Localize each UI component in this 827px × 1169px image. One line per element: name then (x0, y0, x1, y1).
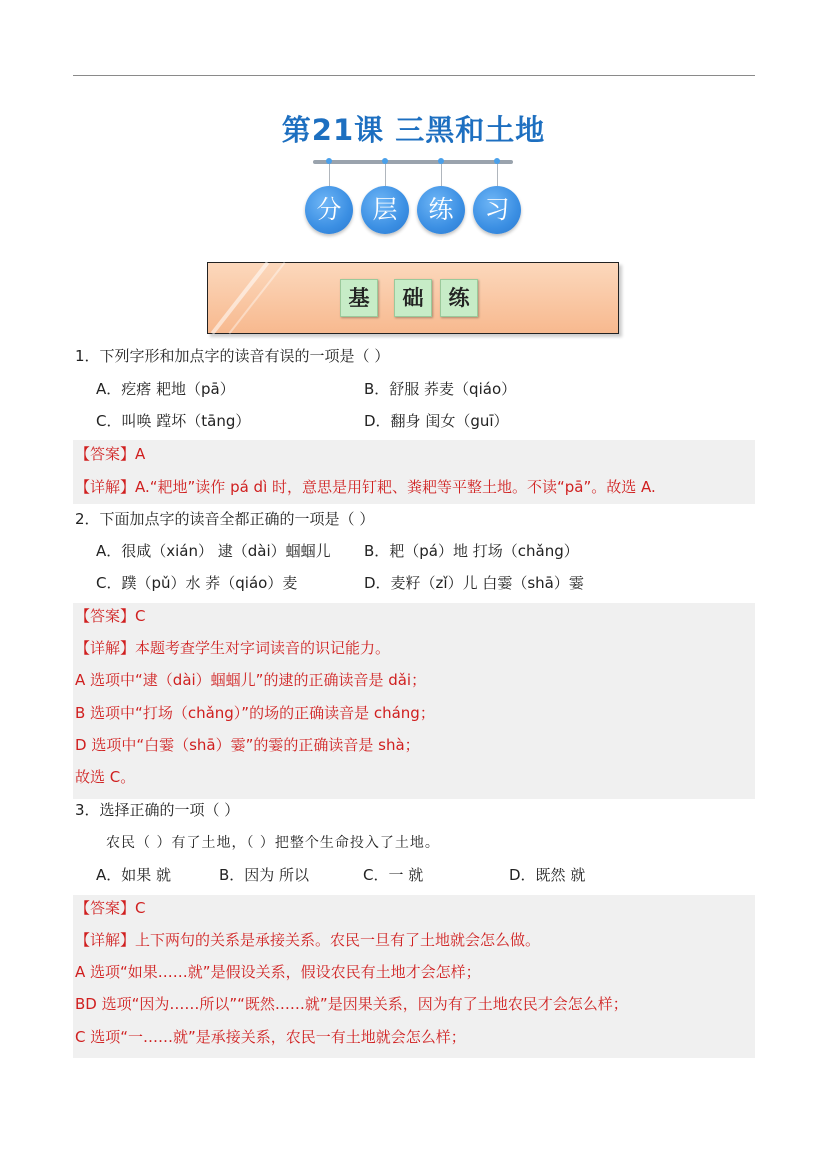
question-option: A．如果 就 (96, 866, 172, 884)
question-option: D．翻身 闺女（guī） (364, 412, 509, 430)
explanation-line: 【详解】A.“耙地”读作 pá dì 时，意思是用钉耙、粪耙等平整土地。不读“pā”。故选 A. (75, 478, 656, 496)
section-char: 练 (440, 279, 478, 317)
connector-stem (385, 164, 386, 186)
subtitle-char-circle: 分 (305, 186, 353, 234)
explanation-line: 【详解】本题考查学生对字词读音的识记能力。 (75, 639, 391, 657)
question-option: A．很咸（xián） 逮（dài）蝈蝈儿 (96, 542, 331, 560)
question-option: C．叫唤 蹚坏（tāng） (96, 412, 251, 430)
explanation-line: 【详解】上下两句的关系是承接关系。农民一旦有了土地就会怎么做。 (75, 931, 541, 949)
explanation-line: A 选项“如果……就”是假设关系，假设农民有土地才会怎样； (75, 963, 481, 981)
explanation-line: 故选 C。 (75, 768, 136, 786)
connector-stem (329, 164, 330, 186)
subtitle-char-circle: 练 (417, 186, 465, 234)
explanation-line: D 选项中“白霎（shā）霎”的霎的正确读音是 shà； (75, 736, 420, 754)
subtitle-char-circle: 习 (473, 186, 521, 234)
lesson-title: 第21课 三黑和土地 (281, 113, 546, 147)
section-char: 基 (340, 279, 378, 317)
question-option: B．耙（pá）地 打场（chǎng） (364, 542, 579, 560)
question-stem: 2．下面加点字的读音全都正确的一项是（ ） (75, 510, 375, 528)
question-sentence: 农民（ ）有了土地，（ ）把整个生命投入了土地。 (106, 835, 440, 851)
question-option: C．蹼（pǔ）水 荞（qiáo）麦 (96, 574, 298, 592)
question-option: D．既然 就 (509, 866, 586, 884)
question-option: C．一 就 (363, 866, 424, 884)
explanation-line: BD 选项“因为……所以”“既然……就”是因果关系，因为有了土地农民才会怎么样； (75, 995, 628, 1013)
title-underline-bar (313, 160, 513, 164)
question-option: D．麦籽（zǐ）儿 白霎（shā）霎 (364, 574, 584, 592)
banner-decoration (211, 261, 270, 334)
explanation-line: C 选项“一……就”是承接关系，农民一有土地就会怎么样； (75, 1028, 466, 1046)
question-stem: 1．下列字形和加点字的读音有误的一项是（ ） (75, 347, 390, 365)
question-option: B．因为 所以 (219, 866, 310, 884)
question-option: A．疙瘩 耙地（pā） (96, 380, 235, 398)
explanation-line: A 选项中“逮（dài）蝈蝈儿”的逮的正确读音是 dǎi； (75, 671, 427, 689)
answer-box (73, 603, 755, 799)
explanation-line: B 选项中“打场（chǎng）”的场的正确读音是 cháng； (75, 704, 435, 722)
section-banner (207, 262, 619, 334)
section-char: 础 (394, 279, 432, 317)
header-rule (73, 75, 755, 76)
answer-label: 【答案】C (75, 899, 146, 917)
connector-stem (497, 164, 498, 186)
question-option: B．舒服 荞麦（qiáo） (364, 380, 517, 398)
subtitle-char-circle: 层 (361, 186, 409, 234)
answer-label: 【答案】C (75, 607, 146, 625)
answer-label: 【答案】A (75, 445, 146, 463)
question-stem: 3．选择正确的一项（ ） (75, 801, 240, 819)
connector-stem (441, 164, 442, 186)
